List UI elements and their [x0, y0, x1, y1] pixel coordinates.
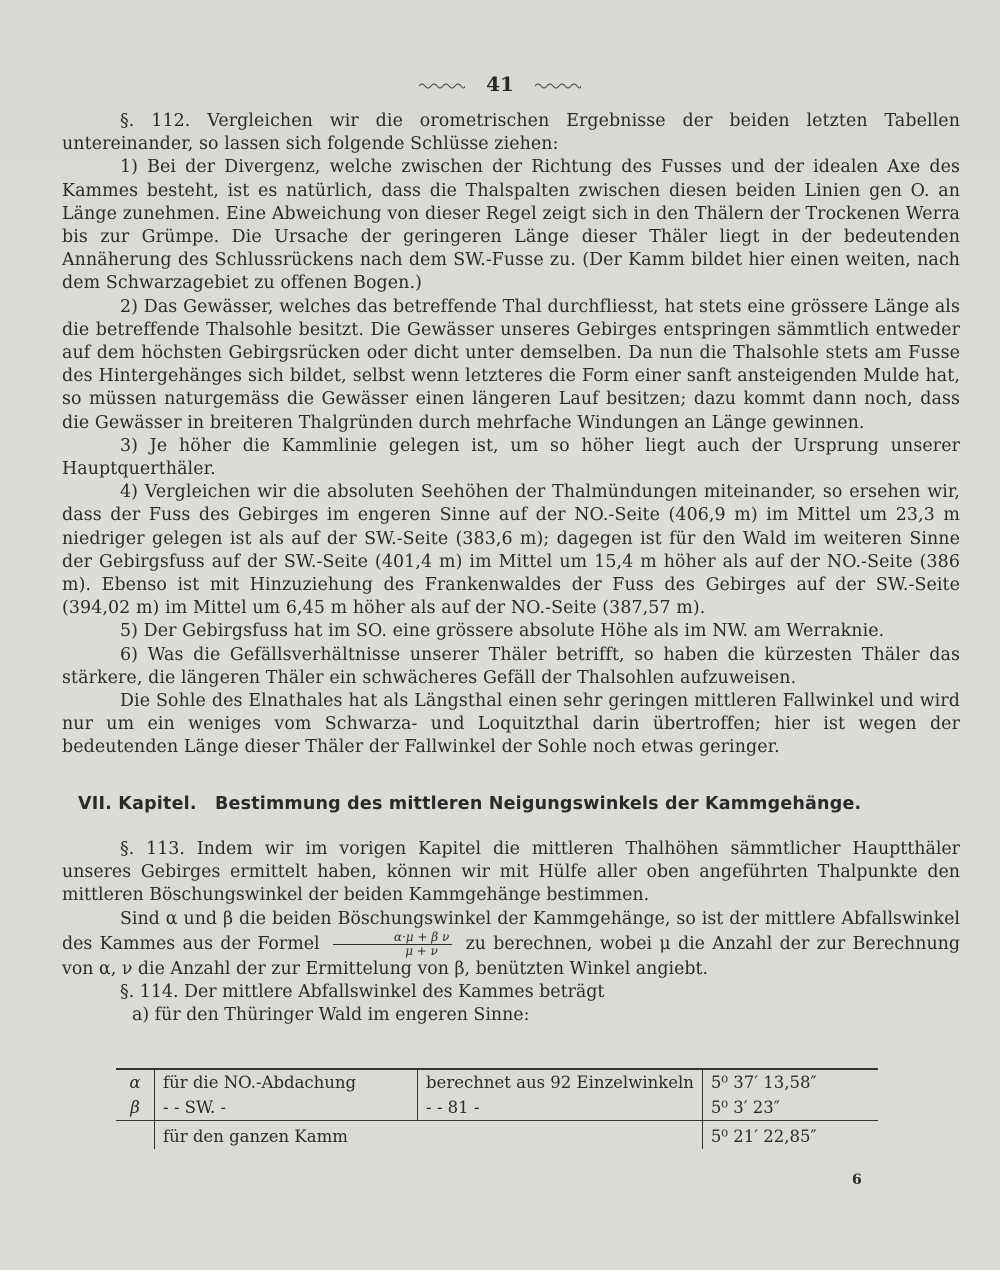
paragraph-point-2: 2) Das Gewässer, welches das betreffende Thal durchfliesst, hat stets eine grössere Länge als die betreffende Thalsohle besitzt. Die Gewässer unseres Gebirges entspringen sämmtlich entweder auf dem höchsten Gebirgsrücken oder dicht unter demselben. Da nun die Thalsohle stets am Fusse des Hintergehänges sich bildet, selbst wenn letzteres die Form einer sanft ansteigenden Mulde hat, so müssen naturgemäss die Gewässer einen längeren Lauf besitzen; dazu kommt dann noch, dass die Gewässer in breiteren Thalgründen durch mehrfache Windungen an Länge gewinnen. [62, 296, 960, 433]
list-item-a: a) für den Thüringer Wald im engeren Sinne: [132, 1005, 530, 1026]
table-cell-direction: für den ganzen Kamm [155, 1121, 418, 1150]
table-cell-symbol: β [116, 1095, 155, 1121]
chapter-heading [78, 794, 958, 814]
formula-text-after: zu berechnen, wobei μ die Anzahl der zur Berechnung von α, ν die Anzahl der zur Ermittelung von β, benützten Winkel angiebt. [62, 933, 960, 979]
table-row [116, 1069, 878, 1095]
table-cell-value: 5⁰ 3′ 23″ [710, 1098, 780, 1117]
table-cell-value: 5⁰ 37′ 13,58″ [702, 1069, 878, 1095]
paragraph-elnathal: Die Sohle des Elnathales hat als Längsthal einen sehr geringen mittleren Fallwinkel und wird nur um ein weniges vom Schwarza- und Loquitzthal darin übertroffen; hier ist wegen der bedeutenden Länge dieser Thäler der Fallwinkel der Sohle noch etwas geringer. [62, 691, 960, 758]
page-header [0, 72, 1000, 96]
paragraph-point-5: 5) Der Gebirgsfuss hat im SO. eine grössere absolute Höhe als im NW. am Werraknie. [120, 621, 885, 642]
table-cell-direction: für die NO.-Abdachung [155, 1069, 418, 1095]
text-block-top [62, 110, 960, 760]
table-cell-calc: - - 81 - [418, 1095, 703, 1121]
table-cell-direction: - - SW. - [155, 1095, 418, 1121]
chapter-title: Bestimmung des mittleren Neigungswinkels der Kammgehänge. [214, 794, 862, 814]
signature-mark: 6 [852, 1172, 862, 1188]
page-number: 41 [486, 72, 514, 96]
table-row [116, 1095, 878, 1121]
ornament-right-icon [535, 82, 581, 90]
paragraph-112: §. 112. Vergleichen wir die orometrischen Ergebnisse der beiden letzten Tabellen untereinander, so lassen sich folgende Schlüsse ziehen: [62, 111, 960, 155]
paragraph-formula [62, 908, 960, 981]
paragraph-point-1: 1) Bei der Divergenz, welche zwischen der Richtung des Fusses und der idealen Axe des Kammes besteht, ist es natürlich, dass die Thalspalten zwischen diesen beiden Linien gen O. an Länge zunehmen. Eine Abweichung von dieser Regel zeigt sich in den Thälern der Trockenen Werra bis zur Grümpe. Die Ursache der geringeren Länge dieser Thäler liegt in der bedeutenden Annäherung des Schlussrückens nach dem SW.-Fusse zu. (Der Kamm bildet hier einen weiten, nach dem Schwarzagebiet zu offenen Bogen.) [62, 157, 960, 294]
chapter-number: VII. Kapitel. [78, 794, 197, 814]
ornament-left-icon [419, 82, 465, 90]
text-block-bottom [62, 838, 960, 1027]
paragraph-114: §. 114. Der mittlere Abfallswinkel des Kammes beträgt [120, 982, 605, 1003]
table-cell-symbol: α [116, 1069, 155, 1095]
paragraph-point-6: 6) Was die Gefällsverhältnisse unserer Thäler betrifft, so haben die kürzesten Thäler das stärkere, die längeren Thäler ein schwächeres Gefäll der Thalsohlen aufzuweisen. [62, 644, 960, 688]
paragraph-point-4: 4) Vergleichen wir die absoluten Seehöhen der Thalmündungen miteinander, so ersehen wir, dass der Fuss des Gebirges im engeren Sinne auf der NO.-Seite (406,9 m) im Mittel um 23,3 m niedriger gelegen ist als auf der SW.-Seite (383,6 m); dagegen ist für den Wald im weiteren Sinne der Gebirgsfuss auf der SW.-Seite (401,4 m) im Mittel um 15,4 m höher als auf der NO.-Seite (386 m). Ebenso ist mit Hinzuziehung des Frankenwaldes der Fuss des Gebirges auf der SW.-Seite (394,02 m) im Mittel um 6,45 m höher als auf der NO.-Seite (387,57 m). [62, 482, 960, 619]
table-cell-calc: berechnet aus 92 Einzelwinkeln [418, 1069, 703, 1095]
formula-numerator: α·μ + β ν [333, 931, 452, 945]
table-cell-value: 5⁰ 21′ 22,85″ [702, 1121, 878, 1150]
paragraph-113: §. 113. Indem wir im vorigen Kapitel die mittleren Thalhöhen sämmtlicher Hauptthäler unseres Gebirges ermittelt haben, können wir mit Hülfe aller oben angeführten Thalpunkte den mittleren Böschungswinkel der beiden Kammgehänge bestimmen. [62, 839, 960, 906]
angle-table [116, 1068, 878, 1149]
formula [333, 931, 452, 958]
paragraph-point-3: 3) Je höher die Kammlinie gelegen ist, um so höher liegt auch der Ursprung unserer Hauptquerthäler. [62, 435, 960, 480]
table-cell-calc [418, 1121, 703, 1150]
formula-denominator: μ + ν [405, 943, 438, 958]
formula-text-before: Sind α und β die beiden Böschungswinkel der Kammgehänge, so ist der mittlere Abfallswinkel des Kammes aus der Formel [62, 908, 960, 954]
table-row-total [116, 1121, 878, 1150]
table-cell-symbol [116, 1121, 155, 1150]
